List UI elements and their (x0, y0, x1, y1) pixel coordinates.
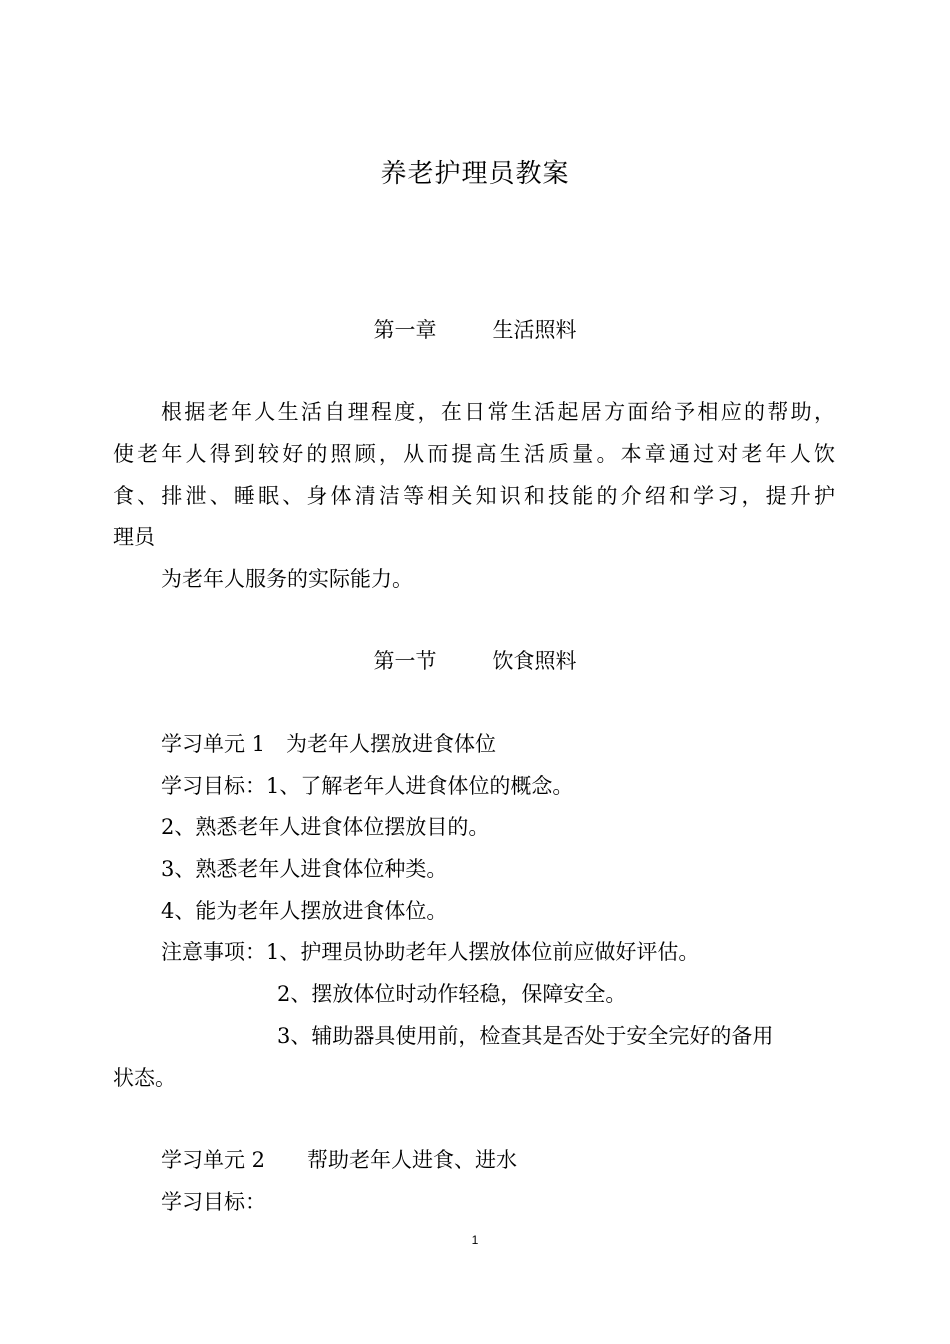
chapter-number: 第一章 (373, 318, 437, 342)
intro-line-3: 食、排泄、睡眠、身体清洁等相关知识和技能的介绍和学习，提升护 (113, 484, 835, 508)
unit1-objective-2: 2、熟悉老年人进食体位摆放目的。 (161, 815, 490, 839)
section-heading (0, 646, 950, 676)
page-number: 1 (471, 1233, 479, 1247)
chapter-name: 生活照料 (492, 318, 577, 342)
unit1-note-3-continued: 状态。 (113, 1066, 176, 1090)
unit1-note-2: 2、摆放体位时动作轻稳，保障安全。 (277, 982, 627, 1006)
intro-line-5: 为老年人服务的实际能力。 (161, 567, 413, 591)
unit1-objective-4: 4、能为老年人摆放进食体位。 (161, 899, 448, 923)
unit1-objectives-line: 学习目标：1、了解老年人进食体位的概念。 (161, 774, 574, 798)
unit2-objectives-line: 学习目标： (161, 1190, 266, 1214)
intro-line-2: 使老年人得到较好的照顾，从而提高生活质量。本章通过对老年人饮 (113, 442, 835, 466)
section-name: 饮食照料 (492, 649, 577, 673)
intro-line-1: 根据老年人生活自理程度，在日常生活起居方面给予相应的帮助， (161, 400, 835, 424)
unit1-note-3: 3、辅助器具使用前，检查其是否处于安全完好的备用 (277, 1024, 774, 1048)
unit1-notes-line: 注意事项：1、护理员协助老年人摆放体位前应做好评估。 (161, 940, 700, 964)
intro-line-4: 理员 (113, 525, 155, 549)
document-title: 养老护理员教案 (380, 159, 570, 189)
section-number: 第一节 (373, 649, 437, 673)
unit1-objective-3: 3、熟悉老年人进食体位种类。 (161, 857, 448, 881)
unit2-title: 学习单元 2 帮助老年人进食、进水 (161, 1148, 518, 1172)
unit1-title: 学习单元 1 为老年人摆放进食体位 (161, 732, 497, 756)
chapter-heading (0, 315, 950, 345)
